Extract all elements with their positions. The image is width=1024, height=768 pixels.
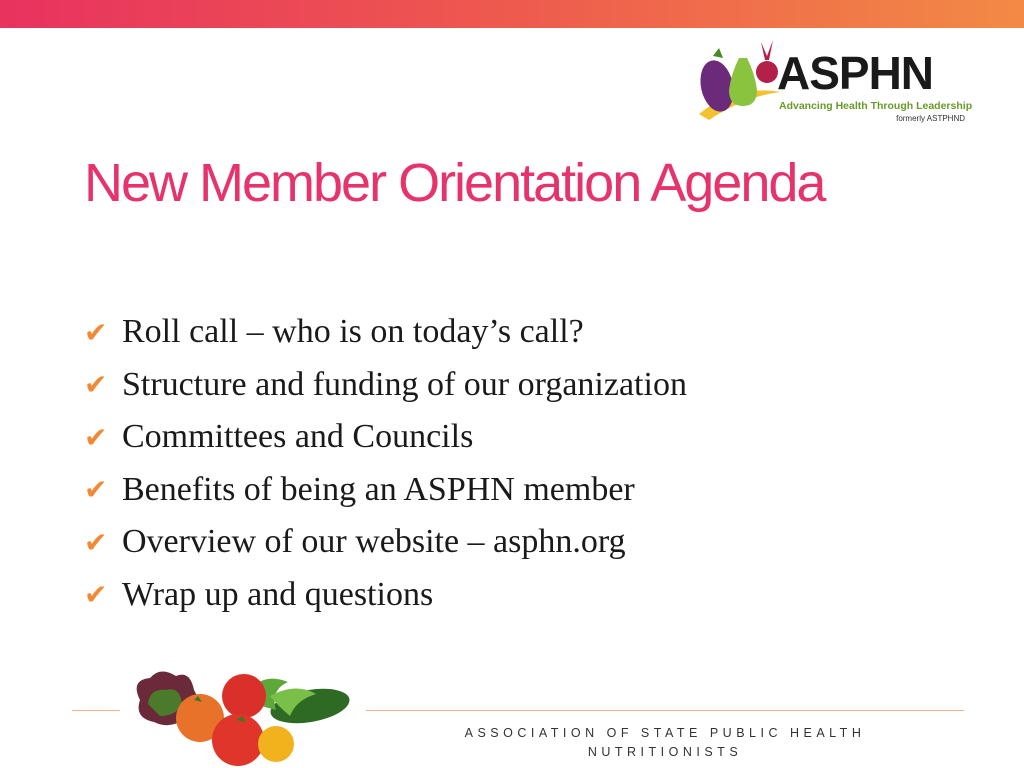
agenda-list [84, 306, 687, 621]
agenda-item-text: Benefits of being an ASPHN member [122, 470, 635, 508]
footer-divider-right [366, 710, 964, 711]
footer-divider-left [72, 710, 120, 711]
agenda-item-text: Overview of our website – asphn.org [122, 523, 626, 561]
checkmark-icon: ✔ [84, 420, 108, 454]
agenda-item [84, 306, 687, 359]
slide-title: New Member Orientation Agenda [84, 153, 825, 213]
checkmark-icon: ✔ [84, 525, 108, 559]
logo-wordmark: ASPHN [777, 47, 934, 99]
agenda-item [84, 516, 687, 569]
agenda-item [84, 464, 687, 517]
asphn-logo [695, 34, 975, 126]
vegetables-illustration-icon [120, 660, 360, 768]
agenda-item-text: Committees and Councils [122, 418, 474, 456]
agenda-item [84, 569, 687, 622]
checkmark-icon: ✔ [84, 473, 108, 507]
agenda-item-text: Roll call – who is on today’s call? [122, 313, 584, 351]
agenda-item [84, 411, 687, 464]
footer-line-1: ASSOCIATION OF STATE PUBLIC HEALTH [464, 726, 866, 740]
produce-logo-icon [695, 34, 785, 126]
agenda-item [84, 359, 687, 412]
footer-organization-name [440, 724, 890, 762]
agenda-item-text: Wrap up and questions [122, 575, 434, 613]
logo-formerly: formerly ASTPHND [896, 114, 965, 123]
checkmark-icon: ✔ [84, 578, 108, 612]
checkmark-icon: ✔ [84, 368, 108, 402]
footer-line-2: NUTRITIONISTS [587, 745, 743, 759]
logo-tagline: Advancing Health Through Leadership [779, 100, 973, 112]
checkmark-icon: ✔ [84, 315, 108, 349]
agenda-item-text: Structure and funding of our organization [122, 365, 687, 403]
top-accent-bar [0, 0, 1024, 28]
